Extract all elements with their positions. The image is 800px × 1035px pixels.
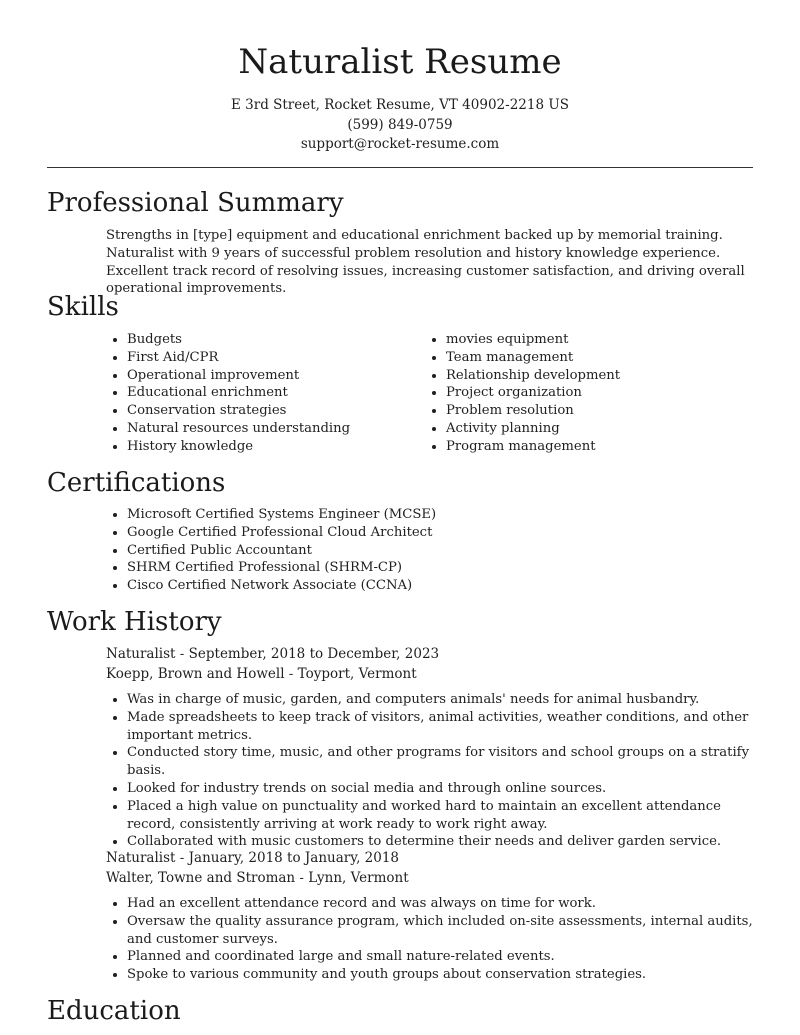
job-company-line: [106, 869, 756, 889]
job-bullet: • Oversaw the quality assurance program, which included on-site assessments, internal audits, and customer surveys.: [127, 913, 756, 949]
separator: -: [175, 850, 189, 866]
skill-item: • Problem resolution: [446, 402, 745, 420]
skill-item: • Conservation strategies: [127, 402, 406, 420]
job-bullet: • Had an excellent attendance record and was always on time for work.: [127, 895, 756, 913]
certifications-list: [106, 506, 746, 595]
job-dates: January, 2018 to January, 2018: [188, 850, 400, 866]
job-bullet: • Conducted story time, music, and other programs for visitors and school groups on a stratify basis.: [127, 744, 756, 780]
job-title-line: [106, 849, 756, 869]
job-entry: [106, 645, 756, 851]
certification-item: • Google Certified Professional Cloud Architect: [127, 524, 746, 542]
certification-item: • SHRM Certified Professional (SHRM-CP): [127, 559, 746, 577]
skill-item: • Natural resources understanding: [127, 420, 406, 438]
job-bullet: • Made spreadsheets to keep track of visitors, animal activities, weather conditions, and other important metrics.: [127, 709, 756, 745]
certification-item: • Microsoft Certified Systems Engineer (MCSE): [127, 506, 746, 524]
job-entry: [106, 849, 756, 984]
skill-item: • Budgets: [127, 331, 406, 349]
certifications-heading: Certifications: [47, 468, 226, 498]
skill-item: • Relationship development: [446, 367, 745, 385]
job-title-line: [106, 645, 756, 665]
job-dates: September, 2018 to December, 2023: [188, 646, 440, 662]
job-bullet: • Planned and coordinated large and small nature-related events.: [127, 948, 756, 966]
job-title: Naturalist: [106, 646, 176, 662]
job-bullet: • Placed a high value on punctuality and worked hard to maintain an excellent attendance record, consistently arriving at work ready to work right away.: [127, 798, 756, 834]
separator: -: [175, 646, 189, 662]
resume-title: Naturalist Resume: [238, 42, 562, 82]
header-divider: [47, 167, 753, 168]
separator: -: [295, 869, 309, 886]
skill-item: • Activity planning: [446, 420, 745, 438]
education-heading: Education: [47, 996, 181, 1026]
address: E 3rd Street, Rocket Resume, VT 40902-2218 US: [231, 97, 569, 113]
certification-item: • Cisco Certified Network Associate (CCNA): [127, 577, 746, 595]
job-bullet: • Was in charge of music, garden, and computers animals' needs for animal husbandry.: [127, 691, 756, 709]
summary-heading: Professional Summary: [47, 188, 344, 218]
skills-column-right: [425, 331, 745, 456]
skill-item: • Team management: [446, 349, 745, 367]
work-history-heading: Work History: [47, 607, 222, 637]
skill-item: • First Aid/CPR: [127, 349, 406, 367]
summary-text: Strengths in [type] equipment and educational enrichment backed up by memorial training. Naturalist with 9 years of successful problem resolution and history knowledge experience. Excellent track record of resolving issues, increasing customer satisfaction, and driving overall operational improvements.: [106, 228, 745, 297]
job-location: Lynn, Vermont: [308, 869, 409, 886]
skill-item: • Program management: [446, 438, 745, 456]
skills-column-left: [106, 331, 406, 456]
job-company: Walter, Towne and Stroman: [106, 869, 296, 886]
skill-item: • Educational enrichment: [127, 384, 406, 402]
skill-item: • movies equipment: [446, 331, 745, 349]
resume-header: [0, 0, 800, 155]
email: support@rocket-resume.com: [300, 136, 500, 152]
skill-item: • History knowledge: [127, 438, 406, 456]
job-bullet: • Collaborated with music customers to determine their needs and deliver garden service.: [127, 833, 756, 851]
contact-info: [0, 96, 800, 155]
job-title: Naturalist: [106, 850, 176, 866]
job-company: Koepp, Brown and Howell: [106, 665, 285, 682]
skill-item: • Project organization: [446, 384, 745, 402]
skill-item: • Operational improvement: [127, 367, 406, 385]
job-bullet: • Looked for industry trends on social media and through online sources.: [127, 780, 756, 798]
job-company-line: [106, 665, 756, 685]
certification-item: • Certified Public Accountant: [127, 542, 746, 560]
job-bullet: • Spoke to various community and youth groups about conservation strategies.: [127, 966, 756, 984]
phone: (599) 849-0759: [347, 116, 453, 133]
job-location: Toyport, Vermont: [297, 665, 417, 682]
separator: -: [284, 665, 298, 682]
skills-heading: Skills: [47, 292, 119, 322]
